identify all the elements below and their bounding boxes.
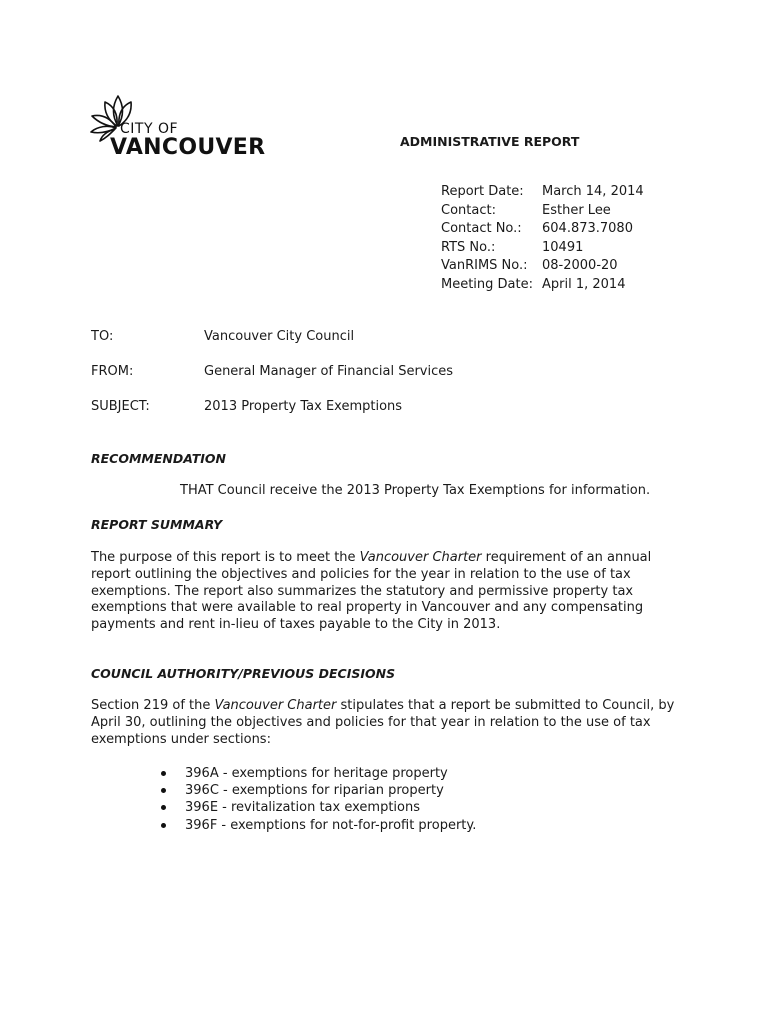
logo-vancouver-text: VANCOUVER (110, 135, 266, 160)
report-summary-heading: REPORT SUMMARY (91, 517, 223, 532)
meta-value: April 1, 2014 (542, 276, 626, 292)
summary-charter-name: Vancouver Charter (359, 550, 482, 565)
report-title: ADMINISTRATIVE REPORT (400, 134, 580, 149)
memo-header (91, 327, 453, 432)
authority-text-end: stipulates that a report be submitted to Council, by April 30, outlining the objectives and policies for that year in relation to the use of tax exemptions under sections: (91, 698, 675, 747)
memo-to-value: Vancouver City Council (204, 329, 355, 344)
meta-row-meeting-date (441, 276, 644, 295)
memo-from-value: General Manager of Financial Services (204, 364, 454, 379)
authority-text-start: Section 219 of the (91, 698, 215, 713)
council-authority-paragraph (91, 698, 691, 748)
memo-to-row (91, 327, 453, 362)
list-item: 396A - exemptions for heritage property (157, 765, 476, 782)
meta-row-contact (441, 202, 644, 221)
council-authority-heading: COUNCIL AUTHORITY/PREVIOUS DECISIONS (91, 666, 396, 681)
memo-subject-label: SUBJECT: (91, 399, 150, 414)
list-item: 396F - exemptions for not-for-profit property. (157, 817, 476, 834)
meta-value: 10491 (542, 239, 584, 255)
recommendation-heading: RECOMMENDATION (91, 451, 226, 466)
meta-value: Esther Lee (542, 202, 611, 218)
meta-value: 08-2000-20 (542, 258, 618, 274)
memo-from-label: FROM: (91, 364, 134, 379)
list-item: 396C - exemptions for riparian property (157, 782, 476, 799)
meta-label: Meeting Date: (441, 276, 533, 292)
meta-value: 604.873.7080 (542, 221, 633, 237)
report-meta (441, 183, 644, 295)
meta-label: RTS No.: (441, 239, 496, 255)
report-summary-paragraph (91, 550, 691, 634)
meta-row-rts-no (441, 239, 644, 258)
exemption-sections-list (157, 765, 476, 834)
recommendation-text: THAT Council receive the 2013 Property Tax Exemptions for information. (180, 483, 651, 498)
list-item: 396E - revitalization tax exemptions (157, 799, 476, 816)
meta-label: Report Date: (441, 184, 524, 199)
city-of-vancouver-logo (88, 92, 268, 162)
logo-city-of-text: CITY OF (120, 121, 179, 137)
meta-value: March 14, 2014 (542, 184, 644, 199)
meta-row-contact-no (441, 220, 644, 239)
memo-to-label: TO: (91, 329, 114, 344)
summary-text-start: The purpose of this report is to meet the (91, 550, 360, 565)
meta-row-vanrims-no (441, 257, 644, 276)
meta-label: Contact: (441, 202, 496, 218)
meta-label: VanRIMS No.: (441, 258, 528, 274)
authority-charter-name: Vancouver Charter (214, 698, 337, 713)
memo-subject-row (91, 397, 453, 432)
summary-text-end: requirement of an annual report outlining the objectives and policies for the year in relation to the use of tax exemptions. The report also summarizes the statutory and permissive property tax exemptions that were available to real property in Vancouver and any compensating payments and rent in-lieu of taxes payable to the City in 2013. (91, 550, 652, 633)
meta-label: Contact No.: (441, 221, 522, 237)
memo-subject-value: 2013 Property Tax Exemptions (204, 399, 403, 414)
memo-from-row (91, 362, 453, 397)
meta-row-report-date (441, 183, 644, 202)
